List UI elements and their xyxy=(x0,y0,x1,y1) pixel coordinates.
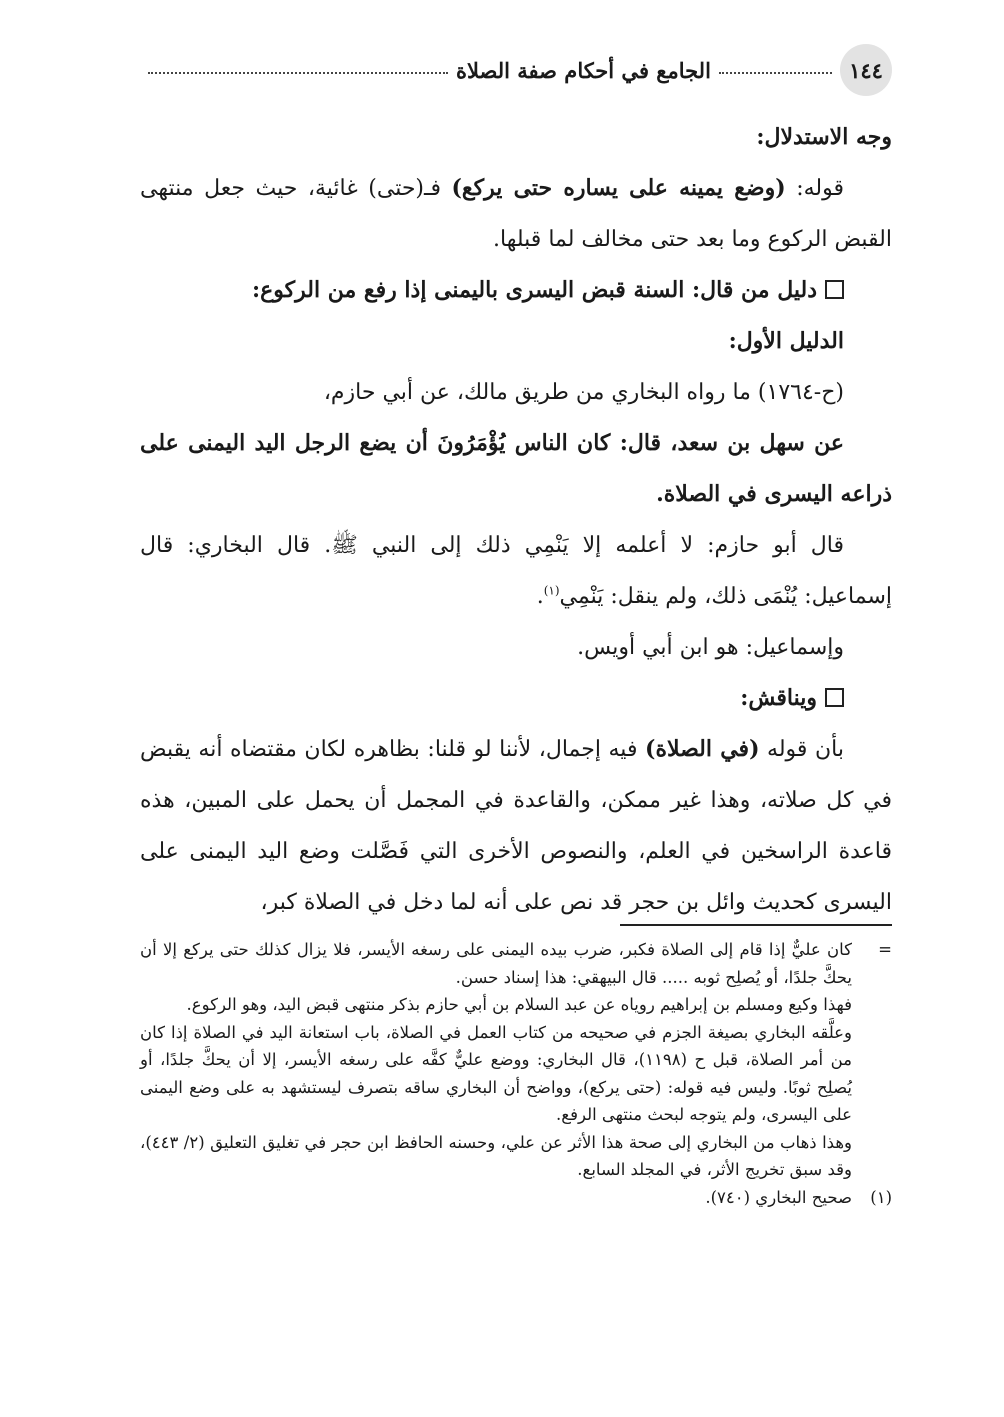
continuation-marker: = xyxy=(878,940,892,959)
text-run: فـ(حتى) غائية، حيث جعل منتهى القبض الركوع وما بعد حتى مخالف لما قبلها. xyxy=(140,176,892,252)
paragraph-hadith-text: عن سهل بن سعد، قال: كان الناس يُؤْمَرُونَ أن يضع الرجل اليد اليمنى على ذراعه اليسرى في الصلاة. xyxy=(140,430,892,507)
footnotes xyxy=(140,936,892,1211)
footnote-1 xyxy=(140,1184,892,1212)
footnote-text: كان عليٌّ إذا قام إلى الصلاة فكبر، ضرب بيده اليمنى على رسغه الأيسر، فلا يزال كذلك حتى يركع إلا أن يحكَّ جلدًا، أو يُصلِح ثوبه ..... قال البيهقي: هذا إسناد حسن. xyxy=(140,940,852,987)
header-dotted-leader xyxy=(719,72,832,74)
bold-quote: (وضع يمينه على يساره حتى يركع) xyxy=(451,175,786,201)
footnote-continuation xyxy=(140,936,892,991)
section-heading-discussion xyxy=(140,673,892,724)
text-run: بأن قوله xyxy=(759,737,844,762)
checkbox-square-icon xyxy=(825,280,844,299)
heading-text: ويناقش: xyxy=(740,685,817,711)
footnote-text: صحيح البخاري (٧٤٠). xyxy=(705,1187,852,1207)
main-text xyxy=(140,112,892,928)
running-title: الجامع في أحكام صفة الصلاة xyxy=(456,57,711,83)
paragraph-quote-explanation xyxy=(140,163,892,265)
footnote-ref-1: (١) xyxy=(543,583,560,598)
paragraph-abu-hazim xyxy=(140,520,892,622)
bold-quote: (في الصلاة) xyxy=(645,736,760,762)
paragraph-ismail: وإسماعيل: هو ابن أبي أويس. xyxy=(577,635,844,660)
footnote-paragraph: وعلَّقه البخاري بصيغة الجزم في صحيحه من كتاب العمل في الصلاة، باب استعانة اليد في الصلاة إذا كان من أمر الصلاة، قبل ح (١١٩٨)، قال البخاري: ووضع عليٌّ كفَّه على رسغه الأيسر، إلا أن يحكَّ جلدًا، أو يُصلِح ثوبًا. وليس فيه قوله: (حتى يركع)، وواضح أن البخاري ساقه بتصرف ليستشهد به على وضع اليمنى على اليسرى، ولم يتوجه لبحث منتهى الرفع. xyxy=(140,1022,852,1124)
text-run: فيه إجمال، لأننا لو قلنا: بظاهره لكان مقتضاه أنه يقبض في كل صلاته، وهذا غير ممكن، والقاعدة في المجمل أن يحمل على المبين، هذه قاعدة الراسخين في العلم، والنصوص الأخرى التي فَصَّلت وضع اليد اليمنى على اليسرى كحديث وائل بن حجر قد نص على أنه لما دخل في الصلاة كبر، xyxy=(140,737,892,915)
section-heading-evidence xyxy=(140,265,892,316)
section-heading-inference: وجه الاستدلال: xyxy=(756,124,892,150)
paragraph-discussion xyxy=(140,724,892,928)
checkbox-square-icon xyxy=(825,688,844,707)
heading-text: دليل من قال: السنة قبض اليسرى باليمنى إذا رفع من الركوع: xyxy=(252,277,817,303)
footnote-marker: (١) xyxy=(870,1187,892,1207)
footnote-paragraph: وهذا ذهاب من البخاري إلى صحة هذا الأثر عن علي، وحسنه الحافظ ابن حجر في تغليق التعليق (٢/ ٤٤٣)، وقد سبق تخريج الأثر، في المجلد السابع. xyxy=(140,1132,852,1179)
paragraph-hadith-source: (ح-١٧٦٤) ما رواه البخاري من طريق مالك، عن أبي حازم، xyxy=(323,380,844,405)
footnote-paragraph: فهذا وكيع ومسلم بن إبراهيم روياه عن عبد السلام بن أبي حازم بذكر منتهى قبض اليد، وهو الركوع. xyxy=(186,995,852,1014)
header-dotted-leader-left xyxy=(148,72,448,74)
text-run: قوله: xyxy=(785,176,844,201)
text-run: قال أبو حازم: لا أعلمه إلا يَنْمِي ذلك إلى النبي ﷺ. قال البخاري: قال إسماعيل: يُنْمَى ذلك، ولم ينقل: يَنْمِي xyxy=(140,533,892,609)
text-run: . xyxy=(536,584,544,609)
section-heading-first-evidence: الدليل الأول: xyxy=(728,328,844,354)
page-number: ١٤٤ xyxy=(840,44,892,96)
footnote-separator xyxy=(620,924,892,926)
page-header xyxy=(140,40,892,100)
